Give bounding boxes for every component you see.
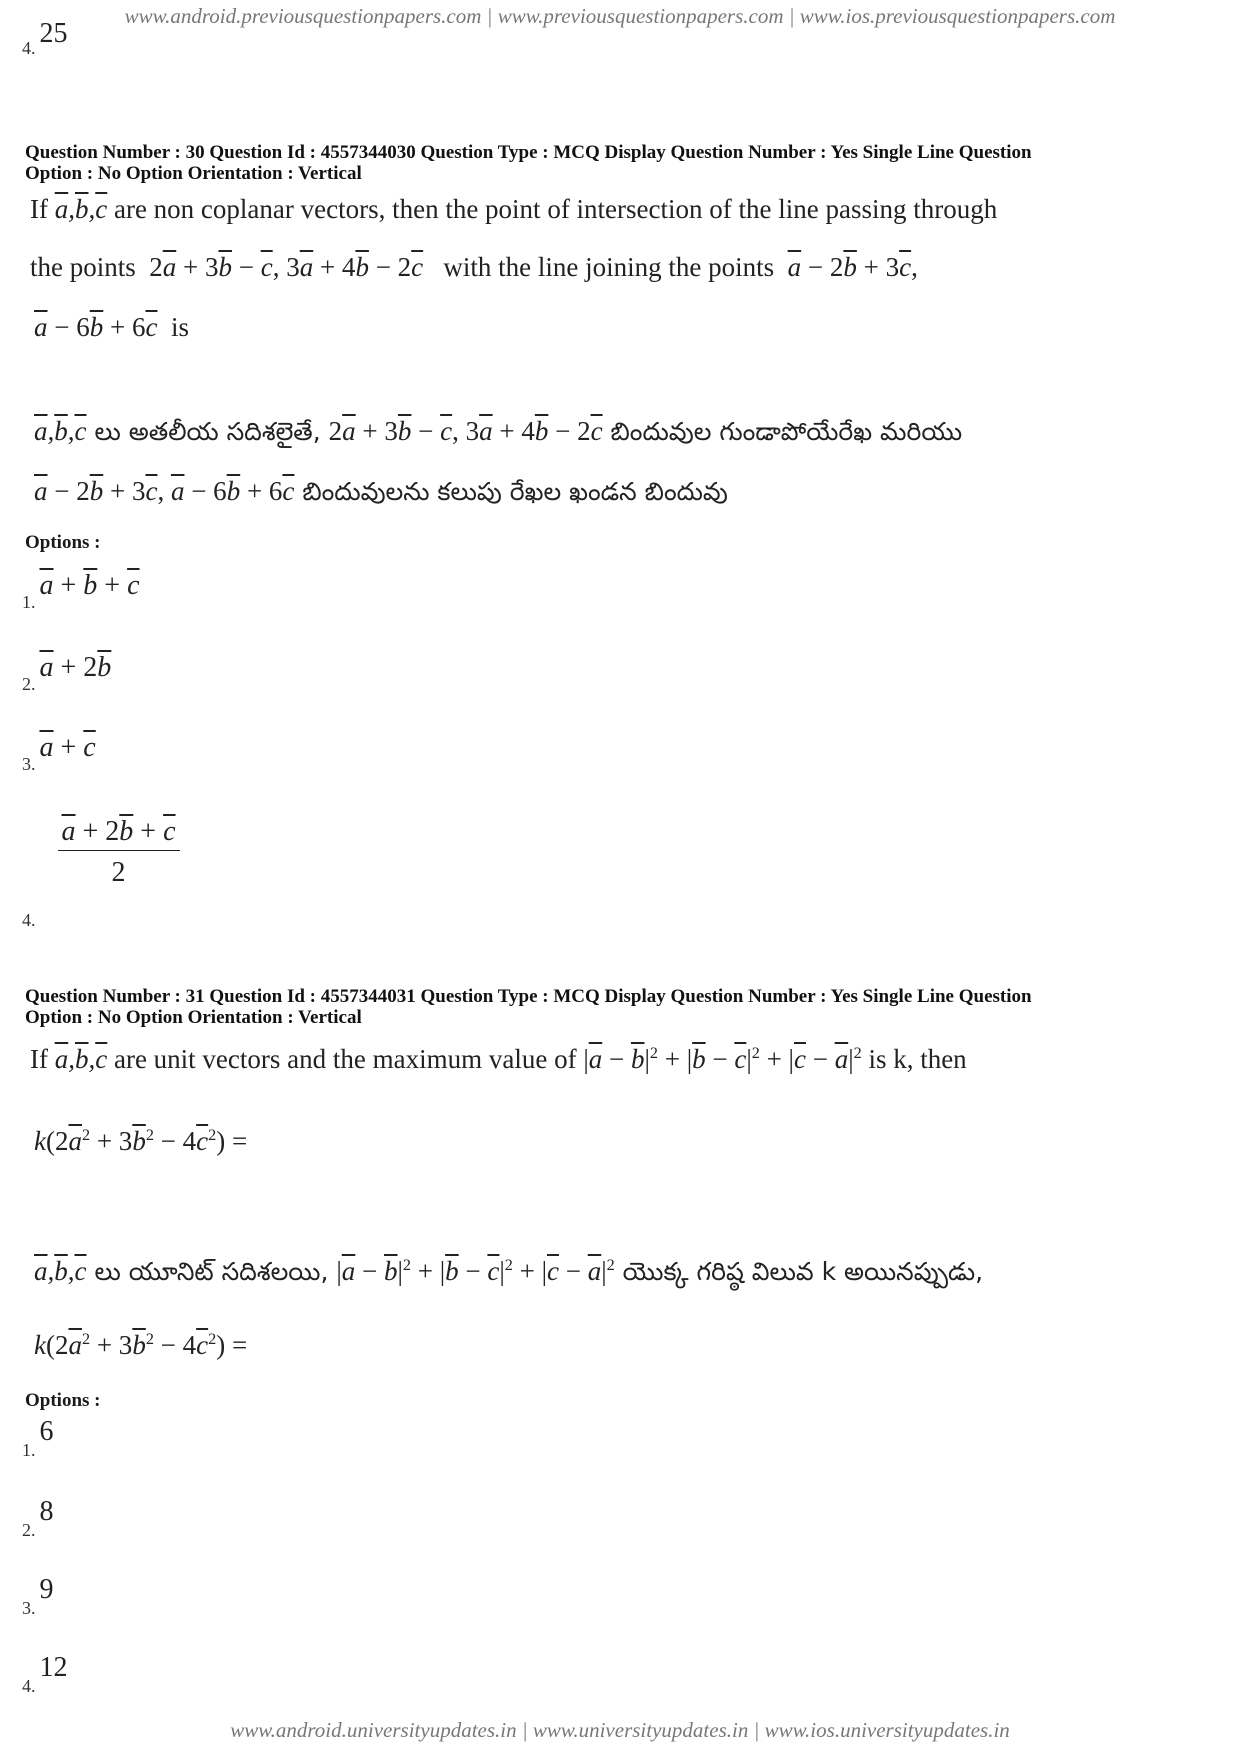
q31-options-label: Options : <box>25 1390 101 1411</box>
q30-telugu-line1 <box>34 416 962 453</box>
q31-meta-line1: Question Number : 31 Question Id : 4557344031 Question Type : MCQ Display Question Number : Yes Single Line Question <box>25 986 1032 1007</box>
q31-te-expression: $k(2\overline{a}^2 + 3\overline{b}^2 - 4\overline{c}^2)$ = <box>34 1330 248 1360</box>
previous-option-4 <box>22 18 68 62</box>
q31-telugu-line2 <box>34 1330 247 1361</box>
q30-option-2 <box>22 652 112 694</box>
q30-point4-expr: $\overline{a} - 6\overline{b} + 6\overline{c}$ <box>34 312 158 342</box>
q31-meta <box>25 986 1032 1028</box>
q30-english-line3 <box>34 312 189 343</box>
q31-option-2 <box>22 1496 54 1540</box>
q30-text-if: If <box>30 194 48 224</box>
option-number: 2. <box>22 674 36 694</box>
fraction-numerator: $\overline{a} + 2\overline{b} + \overline{c}$ <box>58 816 180 851</box>
q30-options-label: Options : <box>25 532 101 553</box>
q30-english-line1 <box>30 194 997 225</box>
option-value: 6 <box>39 1416 54 1447</box>
q30-text-points: the points <box>30 252 136 282</box>
q30-te-text2: బిందువుల గుండాపోయేరేఖ మరియు <box>610 417 963 446</box>
q30-te-vectors: $\overline{a},\overline{b},\overline{c}$ <box>34 416 87 446</box>
option-value: 25 <box>39 18 68 49</box>
q30-option-4 <box>22 816 180 931</box>
q30-english-line2 <box>30 252 918 283</box>
option-number: 3. <box>22 1598 36 1618</box>
q31-meta-line2: Option : No Option Orientation : Vertical <box>25 1007 362 1028</box>
q30-vectors-abc: $\overline{a},\overline{b},\overline{c}$ <box>54 194 108 224</box>
option-math: $\overline{a} + \overline{c}$ <box>39 732 96 763</box>
q31-vectors-abc: $\overline{a},\overline{b},\overline{c}$ <box>54 1044 108 1074</box>
option-fraction <box>58 816 180 889</box>
fraction-denominator: 2 <box>111 857 126 888</box>
q30-meta-line1: Question Number : 30 Question Id : 4557344030 Question Type : MCQ Display Question Number : Yes Single Line Question <box>25 142 1032 163</box>
option-value: 8 <box>39 1496 54 1527</box>
q31-te-text1: లు యూనిట్ సదిశలయి, <box>94 1257 329 1286</box>
q30-option-3 <box>22 732 96 774</box>
option-value: 9 <box>39 1574 54 1605</box>
q30-text-is: is <box>170 312 189 342</box>
q31-te-text2: యొక్క గరిష్ఠ విలువ k అయినప్పుడు, <box>622 1257 984 1286</box>
header-watermark: www.android.previousquestionpapers.com | www.previousquestionpapers.com | www.ios.previousquestionpapers.com <box>124 4 1116 28</box>
q31-english-line2 <box>34 1126 247 1157</box>
option-number: 1. <box>22 592 36 612</box>
q31-option-1 <box>22 1416 54 1460</box>
option-number: 4. <box>22 1676 36 1696</box>
option-number: 2. <box>22 1520 36 1540</box>
q31-sum-expr: $|\overline{a} - \overline{b}|^2 + |\overline{b} - \overline{c}|^2 + |\overline{c} - \overline{a}|^2$ <box>583 1044 862 1074</box>
q30-te-text1: లు అతలీయ సదిశలైతే, <box>94 417 321 446</box>
option-number: 1. <box>22 1440 36 1460</box>
q30-te-text3: బిందువులను కలుపు రేఖల ఖండన బిందువు <box>302 477 728 506</box>
option-math: $\overline{a} + 2\overline{b}$ <box>39 652 112 683</box>
q31-text-then: is k, then <box>868 1044 967 1074</box>
q30-te-expr1: $2\overline{a} + 3\overline{b} - \overline{c}$, $3\overline{a} + 4\overline{b} - 2\overline{c}$ <box>328 416 603 446</box>
q31-text-max: are unit vectors and the maximum value of <box>113 1044 577 1074</box>
q30-telugu-line2 <box>34 476 728 513</box>
q31-te-vectors: $\overline{a},\overline{b},\overline{c}$ <box>34 1256 87 1286</box>
q31-option-4 <box>22 1652 68 1696</box>
q31-telugu-line1 <box>34 1256 983 1293</box>
q31-english-line1 <box>30 1044 967 1075</box>
q31-option-3 <box>22 1574 54 1618</box>
q30-option-1 <box>22 570 140 612</box>
option-math: $\overline{a} + \overline{b} + \overline{c}$ <box>39 570 140 601</box>
option-number: 3. <box>22 754 36 774</box>
q30-meta-line2: Option : No Option Orientation : Vertical <box>25 163 362 184</box>
option-number: 4. <box>22 910 36 931</box>
q30-points-expr: $2\overline{a} + 3\overline{b} - \overline{c}$, $3\overline{a} + 4\overline{b} - 2\overline{c}$ <box>149 252 424 282</box>
q31-te-expr: $|\overline{a} - \overline{b}|^2 + |\overline{b} - \overline{c}|^2 + |\overline{c} - \overline{a}|^2$ <box>336 1256 615 1286</box>
option-value: 12 <box>39 1652 68 1683</box>
q30-te-expr2: $\overline{a} - 2\overline{b} + 3\overline{c}$, $\overline{a} - 6\overline{b} + 6\overline{c}$ <box>34 476 295 506</box>
q31-expression: $k(2\overline{a}^2 + 3\overline{b}^2 - 4\overline{c}^2)$ = <box>34 1126 248 1156</box>
q30-meta <box>25 142 1032 184</box>
footer-watermark: www.android.universityupdates.in | www.universityupdates.in | www.ios.universityupdates.in <box>230 1718 1010 1742</box>
q31-text-if: If <box>30 1044 48 1074</box>
q30-point3-expr: $\overline{a} - 2\overline{b} + 3\overline{c}$, <box>787 252 918 282</box>
q30-text-line1: are non coplanar vectors, then the point of intersection of the line passing through <box>113 194 998 224</box>
q30-text-joining: with the line joining the points <box>443 252 775 282</box>
option-number: 4. <box>22 38 36 58</box>
